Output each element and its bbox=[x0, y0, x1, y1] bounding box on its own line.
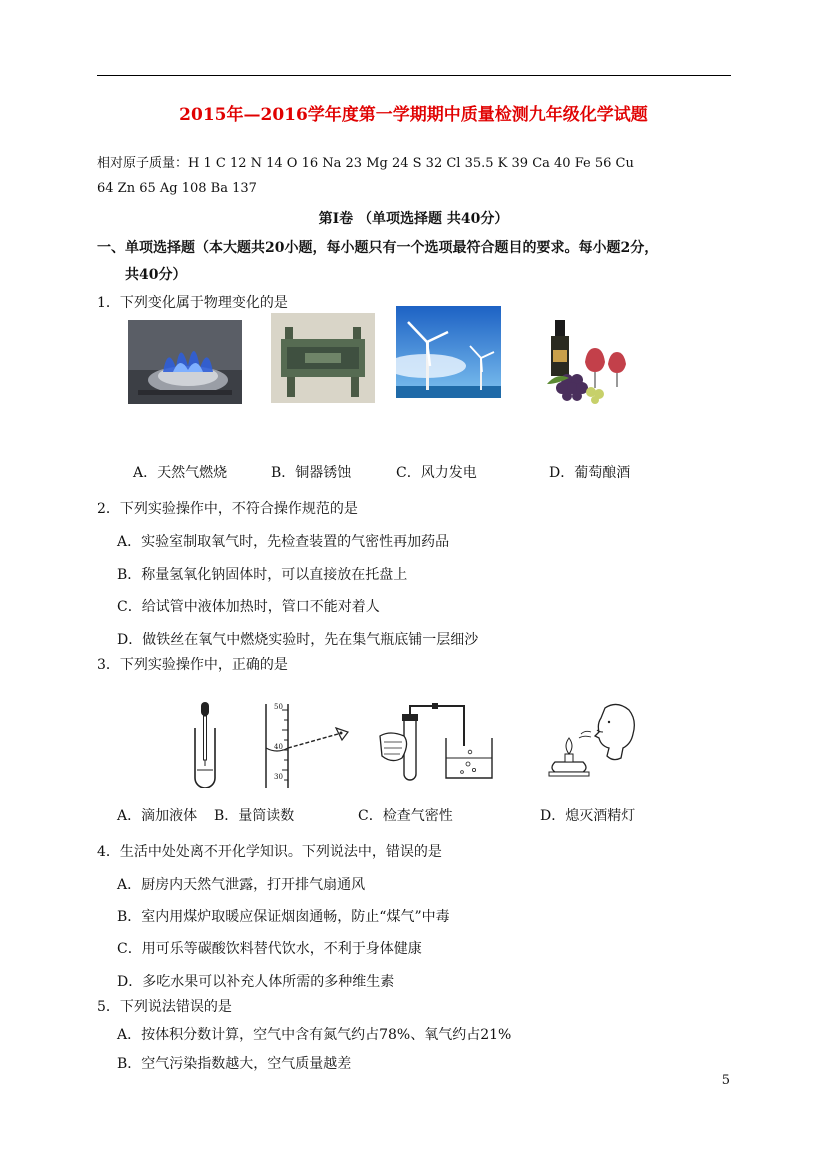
section-title: 第Ⅰ卷 （单项选择题 共40分） bbox=[318, 211, 509, 227]
q3-option-c: C．检查气密性 bbox=[358, 808, 453, 824]
header-rule bbox=[97, 75, 731, 76]
q4-option-a: A．厨房内天然气泄露，打开排气扇通风 bbox=[117, 877, 366, 893]
part-instruction-line-2: 共40分） bbox=[125, 267, 187, 283]
q3-stem: 3．下列实验操作中，正确的是 bbox=[97, 657, 288, 673]
cylinder-mark-30: 30 bbox=[274, 773, 283, 781]
q1-stem: 1．下列变化属于物理变化的是 bbox=[97, 295, 288, 311]
q5-option-b: B．空气污染指数越大，空气质量越差 bbox=[117, 1056, 352, 1072]
q4-option-c: C．用可乐等碳酸饮料替代饮水，不利于身体健康 bbox=[117, 941, 422, 957]
q1-option-b: B．铜器锈蚀 bbox=[271, 465, 352, 481]
wind-turbine-photo bbox=[396, 306, 501, 398]
q2-option-b: B．称量氢氧化钠固体时，可以直接放在托盘上 bbox=[117, 567, 408, 583]
q2-option-d: D．做铁丝在氧气中燃烧实验时，先在集气瓶底铺一层细沙 bbox=[117, 632, 479, 648]
cylinder-mark-50: 50 bbox=[274, 703, 283, 711]
q4-option-b: B．室内用煤炉取暖应保证烟囱通畅，防止“煤气”中毒 bbox=[117, 909, 450, 925]
part-instruction-line-1: 一、单项选择题（本大题共20小题，每小题只有一个选项最符合题目的要求。每小题2分， bbox=[97, 240, 659, 256]
cylinder-mark-40: 40 bbox=[274, 743, 283, 751]
q2-stem: 2．下列实验操作中，不符合操作规范的是 bbox=[97, 501, 358, 517]
dropper-test-tube-drawing bbox=[185, 700, 225, 788]
airtightness-check-drawing bbox=[376, 700, 496, 788]
q5-stem: 5．下列说法错误的是 bbox=[97, 999, 232, 1015]
q2-option-c: C．给试管中液体加热时，管口不能对着人 bbox=[117, 599, 380, 615]
q3-option-d: D．熄灭酒精灯 bbox=[540, 808, 636, 824]
q1-option-a: A．天然气燃烧 bbox=[133, 465, 228, 481]
q1-option-c: C．风力发电 bbox=[396, 465, 477, 481]
extinguish-alcohol-lamp-drawing bbox=[545, 698, 645, 788]
q5-option-a: A．按体积分数计算，空气中含有氮气约占78%、氧气约占21% bbox=[117, 1027, 512, 1043]
q1-option-d: D．葡萄酿酒 bbox=[549, 465, 631, 481]
q3-option-a: A．滴加液体 bbox=[117, 808, 198, 824]
grape-wine-photo bbox=[533, 318, 640, 406]
q3-option-b: B．量筒读数 bbox=[214, 808, 295, 824]
gas-stove-flame-photo bbox=[128, 320, 242, 404]
q4-stem: 4．生活中处处离不开化学知识。下列说法中，错误的是 bbox=[97, 844, 442, 860]
page-number: 5 bbox=[721, 1073, 730, 1088]
q2-option-a: A．实验室制取氧气时，先检查装置的气密性再加药品 bbox=[117, 534, 450, 550]
q4-option-d: D．多吃水果可以补充人体所需的多种维生素 bbox=[117, 974, 395, 990]
exam-title: 2015年—2016学年度第一学期期中质量检测九年级化学试题 bbox=[179, 105, 648, 125]
atomic-masses-line-1: 相对原子质量：H 1 C 12 N 14 O 16 Na 23 Mg 24 S 32 Cl 35.5 K 39 Ca 40 Fe 56 Cu bbox=[97, 156, 634, 171]
atomic-masses-line-2: 64 Zn 65 Ag 108 Ba 137 bbox=[97, 181, 257, 196]
bronze-vessel-photo bbox=[271, 313, 375, 403]
